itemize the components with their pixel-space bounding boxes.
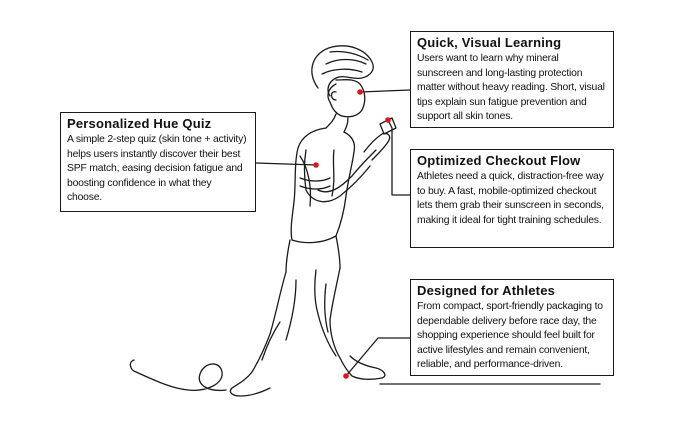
callout-title: Designed for Athletes xyxy=(417,283,556,298)
head-outline xyxy=(328,80,365,117)
ear xyxy=(332,92,337,100)
callout-body: Athletes need a quick, distraction-free way to buy. A fast, mobile-optimized checkout lets them grab their sunscreen in seconds, making it ideal for tight training schedules. xyxy=(417,171,604,226)
connector-hue xyxy=(256,163,316,165)
hair-outline xyxy=(312,46,373,96)
callout-quick-visual-learning xyxy=(410,31,614,128)
hand xyxy=(364,133,390,160)
marker-athletes xyxy=(343,373,349,379)
connector-quick xyxy=(360,90,410,92)
hair-strands xyxy=(322,51,368,74)
callout-title: Personalized Hue Quiz xyxy=(67,116,212,131)
connector-checkout xyxy=(388,120,410,195)
front-leg xyxy=(315,268,385,379)
callout-body: A simple 2-step quiz (skin tone + activity) helps users instantly discover their best SPF match, easing decision fatigue and boosting confidence in what they choose. xyxy=(67,134,247,204)
callout-body: Users want to learn why mineral sunscreen and long-lasting protection matter without heavy reading. Short, visual tips explain sun fatigue prevention and support all skin tones. xyxy=(417,53,605,123)
callout-title: Quick, Visual Learning xyxy=(417,35,562,50)
shirt-outline xyxy=(291,128,354,243)
connector-athletes xyxy=(346,338,410,376)
callout-personalized-hue-quiz xyxy=(60,112,256,212)
callout-designed-for-athletes xyxy=(410,279,614,376)
marker-checkout xyxy=(385,117,391,123)
leg-stripe xyxy=(286,280,328,340)
callout-optimized-checkout xyxy=(410,149,614,248)
marker-hue xyxy=(313,162,319,168)
back-leg xyxy=(230,272,286,396)
callout-title: Optimized Checkout Flow xyxy=(417,153,581,168)
waist xyxy=(286,236,340,272)
marker-quick xyxy=(357,89,363,95)
trailing-line xyxy=(130,360,226,390)
arm xyxy=(305,150,377,202)
callout-body: From compact, sport-friendly packaging to dependable delivery before race day, the shopping experience should feel built for active lifestyles and remain convenient, reliable, and performance-driven. xyxy=(417,301,603,371)
